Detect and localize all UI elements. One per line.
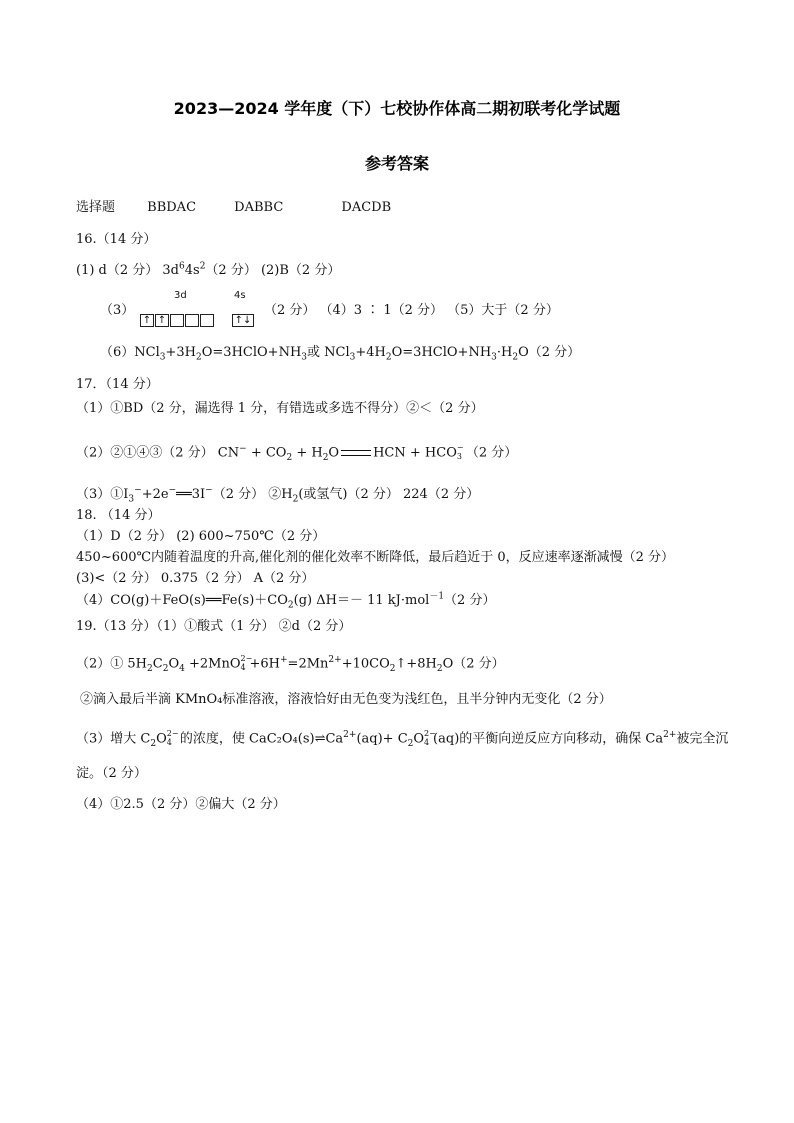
superscript: −	[168, 485, 177, 496]
choice-group-2: DABBC	[234, 200, 284, 215]
orbital-box-3d-5	[200, 314, 214, 327]
subscript: 3	[301, 352, 308, 363]
q19-line1	[76, 655, 505, 673]
text-span	[166, 729, 179, 748]
q16-line2-label: （3）	[100, 303, 135, 318]
text-span: 2−	[424, 729, 436, 738]
text-span: ·H	[496, 345, 513, 360]
q19-line5: （4）①2.5（2 分）②偏大（2 分）	[76, 797, 286, 812]
subscript: 2	[162, 664, 169, 675]
superscript: +	[280, 655, 288, 666]
text-span: +2MnO	[184, 656, 241, 672]
text-span	[424, 729, 436, 748]
page-subtitle: 参考答案	[364, 154, 429, 173]
text-span: 被完全沉	[676, 731, 729, 747]
subscript: 3	[159, 352, 166, 363]
text-span: 4	[424, 738, 430, 747]
choice-answers	[76, 200, 391, 216]
text-span: −	[456, 443, 464, 452]
superscript: −	[239, 444, 247, 455]
orbital-diagram	[140, 290, 260, 330]
text-span: +10CO	[341, 656, 390, 672]
q16-line1	[76, 263, 340, 279]
q16-head: 16.（14 分）	[76, 232, 157, 247]
q16-line2-rest: （2 分） （4）3 ∶ 1（2 分） （5）大于（2 分）	[264, 303, 559, 318]
text-span: 2−	[166, 729, 179, 738]
text-span: （6）NCl	[100, 345, 160, 360]
subscript: 2	[322, 453, 329, 464]
superscript: 2+	[343, 730, 357, 741]
equals-bar	[341, 450, 371, 456]
text-span: （2）① 5H	[76, 656, 148, 672]
subscript: 2	[292, 494, 299, 505]
subscript: 3	[128, 494, 135, 505]
text-span: （2 分） (2)B（2 分）	[205, 263, 341, 278]
orbital-box-3d-3	[170, 314, 184, 327]
text-span: +3H	[165, 345, 197, 360]
text-span: 3	[456, 452, 462, 461]
subscript: 2	[150, 739, 157, 750]
text-span: +6H	[249, 656, 280, 672]
text-span: (g) ΔH＝－ 11 kJ·mol	[293, 593, 430, 608]
text-span: ══3I	[176, 487, 206, 502]
subscript: 2	[436, 664, 443, 675]
text-span: （3）①I	[76, 487, 129, 502]
superscript: 2+	[328, 655, 342, 666]
orbital-box-3d-1: ↑	[140, 314, 154, 327]
text-span: 4	[240, 663, 246, 672]
text-span: O（2 分）	[442, 656, 505, 672]
text-span: C	[152, 656, 163, 672]
superscript: －1	[429, 591, 445, 602]
text-span: (或氢气)（2 分） 224（2 分）	[298, 487, 480, 502]
subscript: 2	[385, 352, 392, 363]
text-span: (aq)+ C	[356, 731, 408, 747]
text-span: O	[156, 731, 167, 747]
text-span: ↑+8H	[395, 656, 437, 672]
text-span: （2 分） ②H	[212, 487, 293, 502]
text-span: O	[328, 445, 340, 461]
text-span: （2 分）	[444, 593, 496, 608]
superscript: −	[134, 485, 142, 496]
subscript: 2	[287, 600, 294, 611]
text-span: O=3HClO+NH	[201, 345, 302, 360]
subscript: 3	[491, 352, 497, 363]
q19-line2: ②滴入最后半滴 KMnO₄标准溶液，溶液恰好由无色变为浅红色，且半分钟内无变化（2 分）	[80, 692, 612, 707]
orbital-box-4s: ↑↓	[232, 314, 254, 327]
subscript: 2	[286, 453, 293, 464]
subscript: 3	[349, 352, 356, 363]
choice-group-1: BBDAC	[147, 200, 197, 215]
text-span: （2 分）	[465, 445, 518, 461]
text-span: O	[168, 656, 180, 672]
choice-label: 选择题	[76, 200, 116, 215]
q17-line2	[76, 444, 517, 462]
superscript: 6	[179, 261, 185, 272]
orbital-box-3d-4	[185, 314, 199, 327]
text-span: (aq)的平衡向逆反应方向移动，确保 Ca	[433, 731, 664, 747]
q16-line3	[100, 345, 580, 361]
text-span: + H	[292, 445, 323, 461]
q19-line4: 淀。（2 分）	[76, 766, 147, 781]
text-span: +2e	[141, 487, 169, 502]
text-span	[457, 444, 466, 462]
subscript: 4	[179, 664, 185, 675]
subscript: 2	[147, 664, 153, 675]
subscript: 2	[512, 352, 519, 363]
superscript: 2	[199, 261, 206, 272]
orbital-label-4s: 4s	[234, 290, 246, 301]
q18-line2: 450~600℃内随着温度的升高,催化剂的催化效率不断降低，最后趋近于 0，反应速率逐渐减慢（2 分）	[76, 550, 675, 565]
text-span: (1) d（2 分） 3d	[76, 263, 179, 278]
text-span: 或 NCl	[307, 345, 350, 360]
text-span: O=3HClO+NH	[391, 345, 492, 360]
orbital-label-3d: 3d	[174, 290, 187, 301]
choice-group-3: DACDB	[341, 200, 392, 215]
page-title: 2023—2024 学年度（下）七校协作体高二期初联考化学试题	[173, 99, 621, 118]
text-span: =2Mn	[287, 656, 329, 672]
text-span: O	[413, 731, 425, 747]
text-span: O（2 分）	[518, 345, 581, 360]
subscript: 2	[407, 739, 414, 750]
text-span: + CO	[246, 445, 287, 461]
q19-head: 19.（13 分）（1）①酸式（1 分） ②d（2 分）	[76, 619, 352, 634]
orbital-box-3d-2: ↑	[155, 314, 169, 327]
q17-line3	[76, 487, 479, 503]
text-span: HCN + HCO	[373, 445, 457, 461]
q18-head: 18. （14 分）	[76, 508, 161, 523]
q17-head: 17．（14 分）	[76, 377, 159, 392]
q18-line3: (3)<（2 分） 0.375（2 分） A（2 分）	[76, 571, 315, 586]
q19-line3	[76, 730, 728, 748]
q18-line4	[76, 593, 495, 609]
q18-line1: （1）D（2 分） (2) 600~750℃（2 分）	[76, 529, 326, 544]
text-span: （4）CO(g)＋FeO(s)══Fe(s)＋CO	[76, 593, 288, 608]
subscript: 2	[389, 664, 396, 675]
text-span: 4	[166, 738, 172, 747]
text-span: 的浓度，使 CaC₂O₄(s)⇌Ca	[175, 731, 344, 747]
q17-line1: （1）①BD（2 分，漏选得 1 分，有错选或多选不得分）②＜（2 分）	[76, 401, 484, 416]
text-span: （2）②①④③（2 分） CN	[76, 445, 240, 461]
superscript: −	[205, 485, 213, 496]
text-span: 2−	[240, 654, 253, 663]
text-span: +4H	[355, 345, 386, 360]
text-span: （3）增大 C	[76, 731, 151, 747]
superscript: 2+	[663, 730, 677, 741]
text-span: 4s	[184, 263, 200, 278]
subscript: 2	[196, 352, 202, 363]
text-span	[240, 654, 253, 673]
